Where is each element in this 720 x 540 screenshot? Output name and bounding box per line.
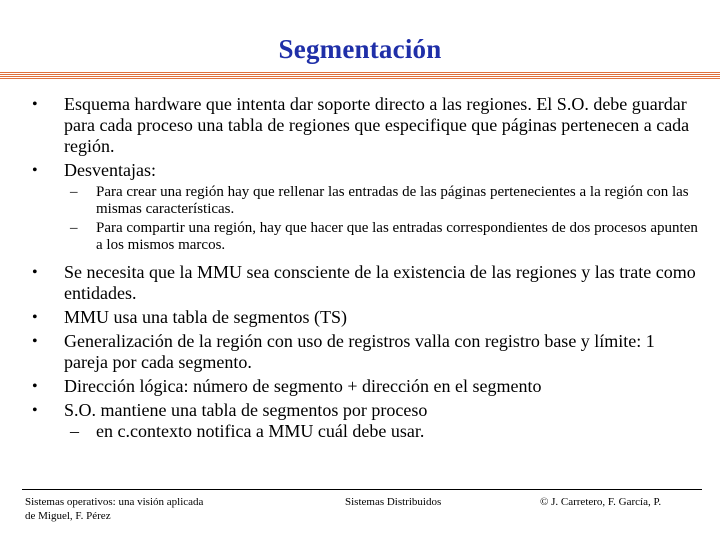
sub-item [22,184,700,218]
bullet-text: MMU usa una tabla de segmentos (TS) [64,307,347,327]
footer-copyright: © J. Carretero, F. García, P. [540,496,662,508]
footer-book-authors: de Miguel, F. Pérez [25,510,111,522]
dash-icon: – [70,184,78,200]
bullet-icon: • [32,264,38,281]
bullet-item [22,94,700,157]
bullet-text: Desventajas: [64,160,156,180]
sub-list [64,184,700,254]
bullet-item [22,262,700,304]
sub-item [22,220,700,254]
dash-icon: – [70,421,79,441]
footer-book-title: Sistemas operativos: una visión aplicada [25,496,204,508]
bullet-icon: • [32,162,38,179]
title-divider [0,72,720,80]
sub-item-text: Para crear una región hay que rellenar las entradas de las páginas pertenecientes a la región con las mismas características. [96,184,689,217]
sub-item-text: Para compartir una región, hay que hacer que las entradas correspondientes de dos procesos apunten a los mismos marcos. [96,220,698,253]
bullet-icon: • [32,309,38,326]
bullet-text: Se necesita que la MMU sea consciente de la existencia de las regiones y las trate como entidades. [64,262,696,303]
bullet-icon: • [32,333,38,350]
bullet-item [22,376,700,397]
bullet-text: S.O. mantiene una tabla de segmentos por proceso [64,400,428,420]
sub-item [22,421,700,442]
sub-item-text: en c.contexto notifica a MMU cuál debe usar. [96,421,425,441]
bullet-icon: • [32,402,38,419]
slide-content [22,94,700,445]
bullet-icon: • [32,96,38,113]
bullet-item [22,400,700,442]
bullet-text: Esquema hardware que intenta dar soporte directo a las regiones. El S.O. debe guardar para cada proceso una tabla de regiones que especifique que páginas pertenecen a cada región. [64,94,690,156]
bullet-text: Generalización de la región con uso de registros valla con registro base y límite: 1 pareja por cada segmento. [64,331,655,372]
bullet-item [22,160,700,254]
bullet-text: Dirección lógica: número de segmento + dirección en el segmento [64,376,542,396]
footer-book-credit [25,495,255,523]
bullet-item [22,307,700,328]
footer-divider [22,489,702,490]
dash-icon: – [70,220,78,236]
bullet-item [22,331,700,373]
bullet-icon: • [32,378,38,395]
slide-title: Segmentación [278,34,442,64]
footer-course-name: Sistemas Distribuidos [345,496,442,508]
